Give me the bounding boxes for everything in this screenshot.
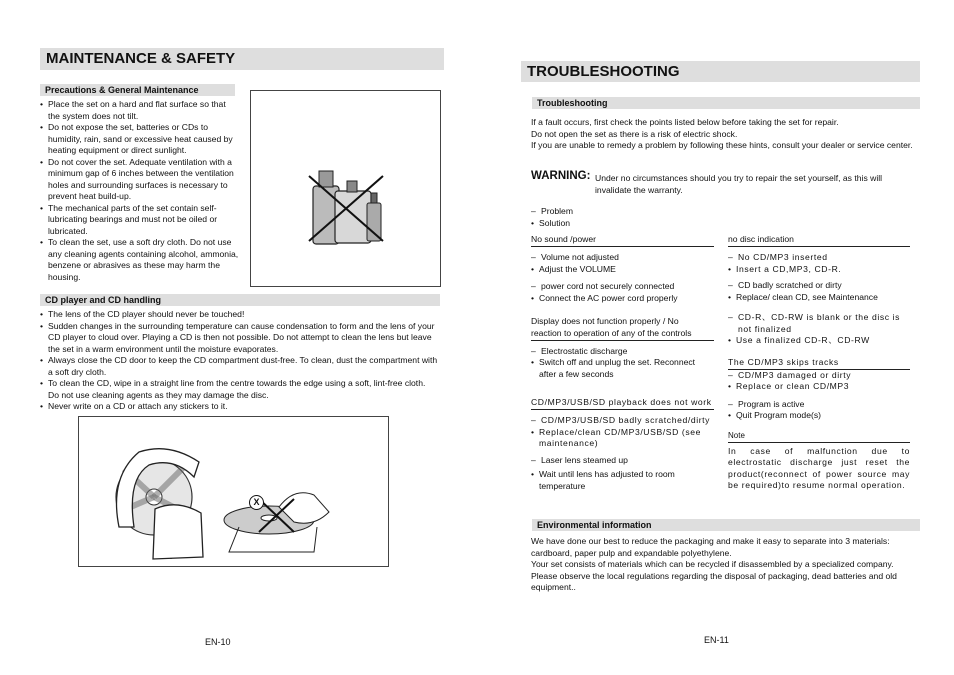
cd-wipe-icon — [79, 417, 388, 566]
problem-item: – Volume not adjusted — [531, 252, 714, 264]
playback-header: CD/MP3/USB/SD playback does not work — [531, 397, 714, 410]
solution-item: • Wait until lens has adjusted to room temperature — [531, 469, 714, 492]
solution-item: • Quit Program mode(s) — [728, 410, 910, 422]
problem-item: – CD badly scratched or dirty — [728, 280, 910, 292]
list-item: • The mechanical parts of the set contain self-lubricating bearings and must not be oiled or lubricated. — [40, 203, 240, 238]
solution-item: • Insert a CD,MP3, CD-R. — [728, 264, 910, 276]
x-mark-badge — [249, 495, 264, 510]
legend-solution: • Solution — [531, 218, 681, 230]
environment-line: We have done our best to reduce the packaging and make it easy to separate into 3 materials: cardboard, paper pulp and expandable polyethylene. — [531, 536, 890, 558]
problem-item: – Electrostatic discharge — [531, 346, 714, 358]
problem-item: – Laser lens steamed up — [531, 455, 714, 467]
note-label: Note — [728, 430, 910, 443]
display-header-line2: reaction to operation of any of the controls — [531, 328, 714, 341]
list-item: • Do not cover the set. Adequate ventilation with a minimum gap of 6 inches between the ventilation holes and surrounding surfaces is necessary to prevent heat build-up. — [40, 157, 240, 203]
solution-item: • Connect the AC power cord properly — [531, 293, 714, 305]
problem-item: – Program is active — [728, 399, 910, 411]
skips-header: The CD/MP3 skips tracks — [728, 357, 910, 370]
no-cleaning-agents-icon — [251, 91, 440, 286]
solution-item: • Replace/clean CD/MP3/USB/SD (see maintenance) — [531, 427, 714, 450]
title-text: MAINTENANCE & SAFETY — [46, 50, 236, 67]
list-item: • Never write on a CD or attach any stickers to it. — [40, 401, 438, 413]
page-title-maintenance — [40, 48, 444, 70]
environment-heading — [532, 519, 920, 531]
heading-text: Environmental information — [537, 520, 652, 530]
environment-line: Your set consists of materials which can be recycled if disassembled by a specialized company. — [531, 559, 894, 569]
intro-line: Do not open the set as there is a risk of electric shock. — [531, 128, 738, 139]
legend — [531, 206, 681, 229]
list-item: • To clean the set, use a soft dry cloth. Do not use any cleaning agents containing alcohol, ammonia, benzene or abrasives as these may harm the housing. — [40, 237, 240, 283]
list-item: • Place the set on a hard and flat surface so that the system does not tilt. — [40, 99, 240, 122]
environment-text — [531, 536, 919, 594]
problem-item: – CD/MP3 damaged or dirty — [728, 370, 910, 382]
environment-line: Please observe the local regulations regarding the disposal of packaging, dead batteries and old equipment.. — [531, 570, 897, 592]
no-disc-header: no disc indication — [728, 234, 910, 247]
problem-item: – CD-R、CD-RW is blank or the disc is not finalized — [728, 312, 910, 335]
page-number-right: EN-11 — [704, 635, 729, 645]
heading-text: CD player and CD handling — [45, 295, 162, 305]
col-right — [728, 234, 910, 492]
problem-item: – CD/MP3/USB/SD badly scratched/dirty — [531, 415, 714, 427]
list-item: • The lens of the CD player should never be touched! — [40, 309, 438, 321]
list-item: • Always close the CD door to keep the CD compartment dust-free. To clean, dust the compartment with a soft dry cloth. — [40, 355, 438, 378]
cd-cleaning-illustration — [78, 416, 389, 567]
problem-item: – No CD/MP3 inserted — [728, 252, 910, 264]
troubleshooting-heading — [532, 97, 920, 109]
solution-item: • Replace or clean CD/MP3 — [728, 381, 910, 393]
title-text: TROUBLESHOOTING — [527, 63, 680, 80]
note-text: In case of malfunction due to electrostatic discharge just reset the product(reconnect of power source may be required)to resume normal operation. — [728, 445, 910, 490]
legend-problem: – Problem — [531, 206, 681, 218]
problem-item: – power cord not securely connected — [531, 281, 714, 293]
list-item: • Sudden changes in the surrounding temperature can cause condensation to form and the lens of your CD player to cloud over. Playing a CD is then not possible. Do not attempt to clean the lens but leave the set in a warm environment until the moisture evaporates. — [40, 321, 438, 356]
warning-text: Under no circumstances should you try to repair the set yourself, as this will invalidate the warranty. — [595, 173, 883, 195]
display-header-line1: Display does not function properly / No — [531, 316, 679, 326]
precautions-list — [40, 99, 240, 283]
precautions-heading — [40, 84, 235, 96]
intro-line: If a fault occurs, first check the points listed below before taking the set for repair. — [531, 117, 839, 127]
list-item: • To clean the CD, wipe in a straight line from the centre towards the edge using a soft, lint-free cloth. Do not use cleaning agents as they may damage the disc. — [40, 378, 438, 401]
solution-item: • Adjust the VOLUME — [531, 264, 714, 276]
warning-label: WARNING: — [531, 170, 591, 182]
heading-text: Troubleshooting — [537, 98, 608, 108]
page-number-left: EN-10 — [205, 637, 231, 647]
cd-handling-list — [40, 309, 438, 413]
x-mark-text: X — [253, 497, 260, 507]
solution-item: • Switch off and unplug the set. Reconnect after a few seconds — [531, 357, 714, 380]
solution-item: • Replace/ clean CD, see Maintenance — [728, 292, 910, 304]
intro-line: If you are unable to remedy a problem by following these hints, consult your dealer or service center. — [531, 140, 913, 150]
heading-text: Precautions & General Maintenance — [45, 85, 199, 95]
cleaning-agents-illustration — [250, 90, 441, 287]
solution-item: • Use a finalized CD-R、CD-RW — [728, 335, 910, 347]
intro-text — [531, 117, 916, 152]
cd-handling-heading — [40, 294, 440, 306]
list-item: • Do not expose the set, batteries or CDs to humidity, rain, sand or excessive heat caused by heating equipment or direct sunlight. — [40, 122, 240, 157]
col-left — [531, 234, 714, 492]
no-sound-header: No sound /power — [531, 234, 714, 247]
page-title-troubleshooting — [521, 61, 920, 82]
